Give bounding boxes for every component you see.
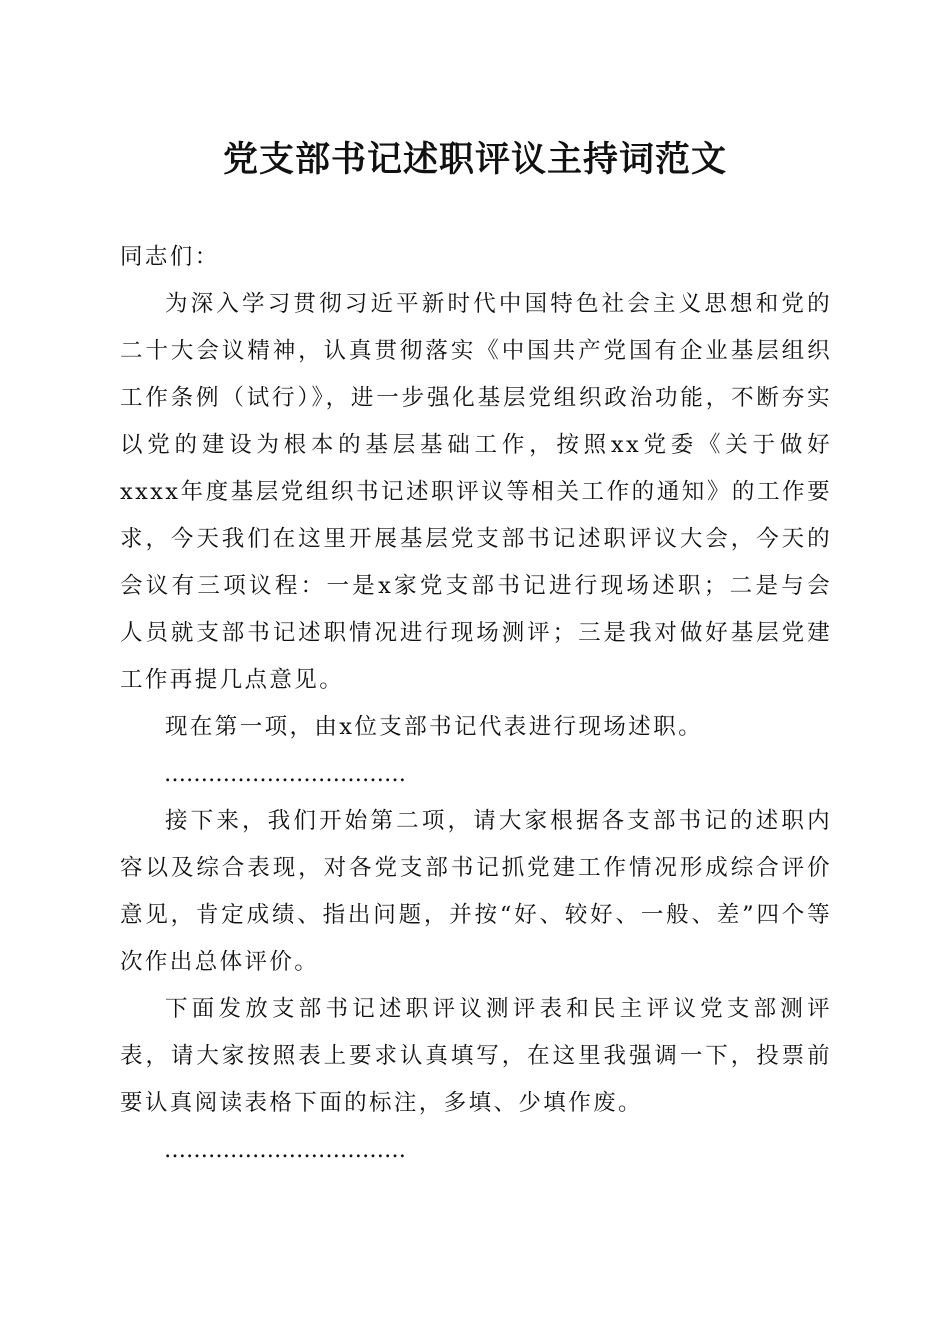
- ellipsis-separator: ……………………………: [164, 1138, 406, 1163]
- paragraph-voting-instructions: 下面发放支部书记述职评议测评表和民主评议党支部测评表，请大家按照表上要求认真填写，在这里我强调一下，投票前要认真阅读表格下面的标注，多填、少填作废。: [120, 996, 832, 1116]
- document-body: [120, 234, 832, 1174]
- paragraph-first-item: 现在第一项，由x位支部书记代表进行现场述职。: [165, 714, 703, 740]
- paragraph-second-item: 接下来，我们开始第二项，请大家根据各支部书记的述职内容以及综合表现，对各党支部书记抓党建工作情况形成综合评价意见，肯定成绩、指出问题，并按“好、较好、一般、差”四个等次作出总体评价。: [120, 808, 832, 975]
- ellipsis-separator: ……………………………: [164, 762, 406, 787]
- salutation: 同志们：: [120, 244, 220, 270]
- paragraph-opening: 为深入学习贯彻习近平新时代中国特色社会主义思想和党的二十大会议精神，认真贯彻落实《中国共产党国有企业基层组织工作条例（试行）》，进一步强化基层党组织政治功能，不断夯实以党的建设为根本的基层基础工作，按照xx党委《关于做好xxxx年度基层党组织书记述职评议等相关工作的通知》的工作要求，今天我们在这里开展基层党支部书记述职评议大会，今天的会议有三项议程：一是x家党支部书记进行现场述职；二是与会人员就支部书记述职情况进行现场测评；三是我对做好基层党建工作再提几点意见。: [120, 291, 832, 693]
- document-title: 党支部书记述职评议主持词范文: [222, 139, 727, 180]
